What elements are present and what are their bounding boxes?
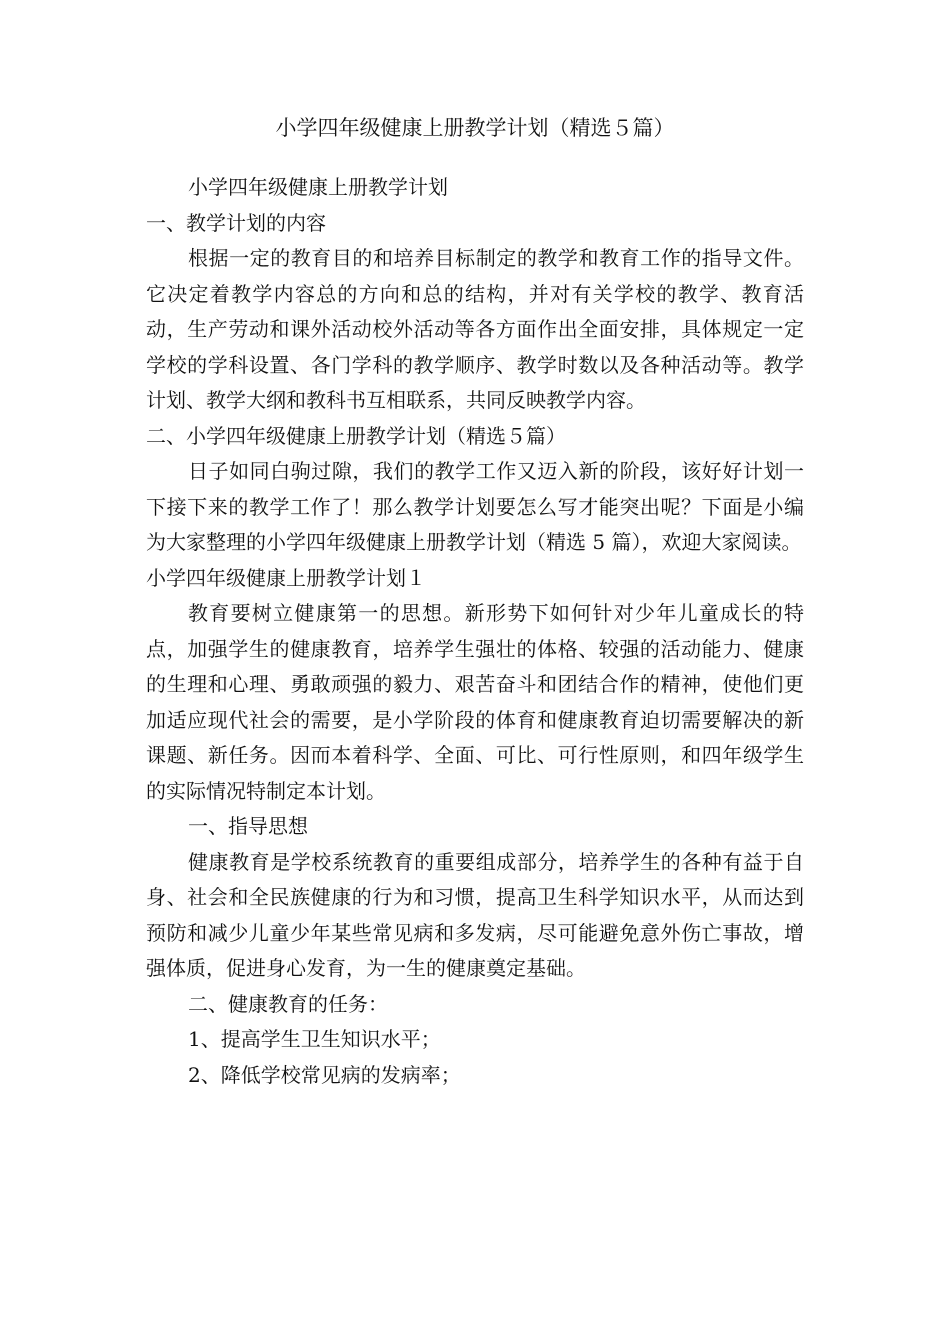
paragraph: 健康教育是学校系统教育的重要组成部分，培养学生的各种有益于自身、社会和全民族健康的行为和习惯，提高卫生科学知识水平，从而达到预防和减少儿童少年某些常见病和多发病，尽可能避免意外伤亡事故，增强体质，促进身心发育，为一生的健康奠定基础。 xyxy=(146,849,804,980)
paragraph: 1、提高学生卫生知识水平； xyxy=(188,1027,441,1051)
paragraph: 二、健康教育的任务： xyxy=(188,991,388,1016)
document-title: 小学四年级健康上册教学计划（精选５篇） xyxy=(275,116,675,140)
document-body xyxy=(146,170,804,1093)
paragraph: 根据一定的教育目的和培养目标制定的教学和教育工作的指导文件。它决定着教学内容总的方向和总的结构，并对有关学校的教学、教育活动，生产劳动和课外活动校外活动等各方面作出全面安排，具体规定一定学校的学科设置、各门学科的教学顺序、教学时数以及各种活动等。教学计划、教学大纲和教科书互相联系，共同反映教学内容。 xyxy=(146,246,804,412)
paragraph: 教育要树立健康第一的思想。新形势下如何针对少年儿童成长的特点，加强学生的健康教育，培养学生强壮的体格、较强的活动能力、健康的生理和心理、勇敢顽强的毅力、艰苦奋斗和团结合作的精神，使他们更加适应现代社会的需要，是小学阶段的体育和健康教育迫切需要解决的新课题、新任务。因而本着科学、全面、可比、可行性原则，和四年级学生的实际情况特制定本计划。 xyxy=(146,601,804,803)
paragraph: 日子如同白驹过隙，我们的教学工作又迈入新的阶段，该好好计划一下接下来的教学工作了！那么教学计划要怎么写才能突出呢？下面是小编为大家整理的小学四年级健康上册教学计划（精选 5 篇），欢迎大家阅读。 xyxy=(146,459,804,554)
paragraph: 小学四年级健康上册教学计划１ xyxy=(146,565,426,590)
paragraph: 一、指导思想 xyxy=(188,814,308,838)
paragraph: 2、降低学校常见病的发病率； xyxy=(188,1062,461,1087)
paragraph: 二、小学四年级健康上册教学计划（精选５篇） xyxy=(146,423,566,448)
paragraph: 一、教学计划的内容 xyxy=(146,210,326,235)
paragraph: 小学四年级健康上册教学计划 xyxy=(188,175,448,199)
